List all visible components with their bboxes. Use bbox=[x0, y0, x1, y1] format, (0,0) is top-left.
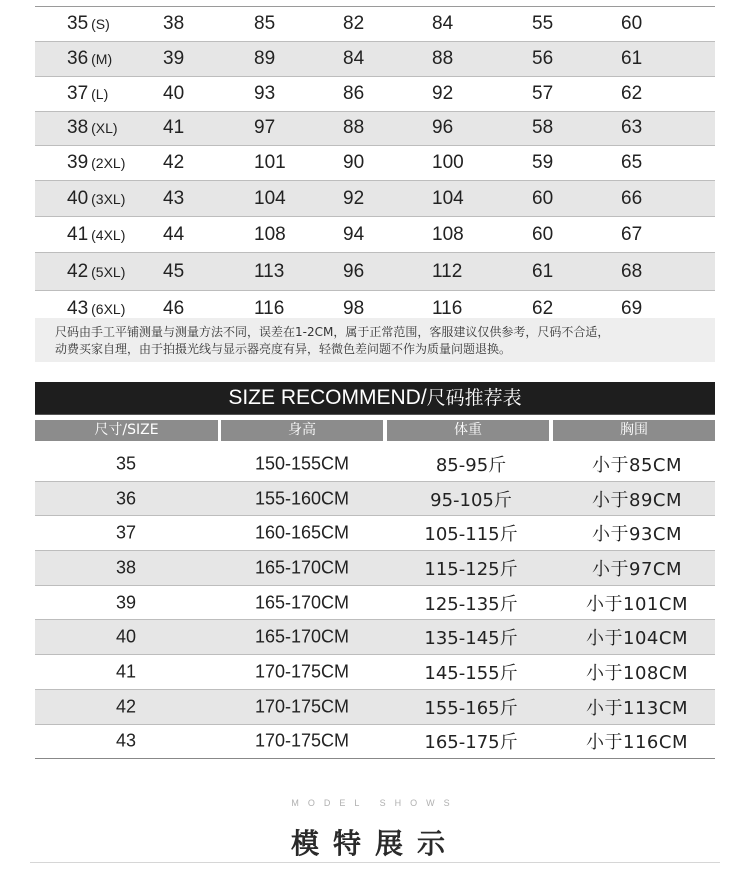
measure-cell: 101 bbox=[254, 152, 286, 173]
measure-cell: 58 bbox=[532, 117, 554, 139]
table-row bbox=[35, 77, 715, 112]
size-cell: 41 bbox=[115, 661, 137, 682]
size-label: (S) bbox=[91, 16, 110, 32]
chest-cell: 小于97CM bbox=[591, 558, 683, 580]
size-label: (L) bbox=[91, 85, 109, 102]
measure-cell: 98 bbox=[343, 297, 365, 319]
measure-cell: 55 bbox=[532, 13, 554, 34]
weight-cell: 165-175斤 bbox=[424, 732, 518, 754]
table-row bbox=[35, 725, 715, 760]
size-label: (5XL) bbox=[91, 263, 126, 280]
size-cell: 35 bbox=[115, 453, 137, 474]
chest-cell: 小于89CM bbox=[591, 489, 683, 511]
measure-cell: 88 bbox=[432, 48, 454, 69]
measure-cell: 94 bbox=[343, 223, 365, 245]
measure-cell: 88 bbox=[343, 117, 365, 139]
measure-cell: 89 bbox=[254, 48, 276, 69]
size-cell: 42 bbox=[115, 696, 137, 717]
measure-cell: 104 bbox=[432, 187, 464, 209]
measure-cell: 113 bbox=[254, 260, 285, 282]
header-weight: 体重 bbox=[387, 420, 549, 441]
note-line: 动费买家自理，由于拍摄光线与显示器亮度有异，轻微色差问题不作为质量问题退换。 bbox=[55, 342, 512, 356]
model-shows-subtitle: MODEL SHOWS bbox=[291, 798, 459, 808]
measure-cell: 112 bbox=[432, 260, 463, 282]
height-cell: 165-170CM bbox=[254, 592, 350, 613]
table-row bbox=[35, 7, 715, 42]
measure-cell: 90 bbox=[343, 152, 365, 173]
measure-cell: 92 bbox=[343, 187, 365, 209]
measure-cell: 116 bbox=[254, 297, 285, 319]
measure-cell: 86 bbox=[343, 82, 365, 104]
title-en: SIZE RECOMMEND/ bbox=[228, 386, 427, 409]
measure-cell: 116 bbox=[432, 297, 463, 319]
table-row bbox=[35, 112, 715, 147]
size-cell: 43 bbox=[115, 730, 137, 751]
weight-cell: 145-155斤 bbox=[424, 662, 518, 684]
weight-cell: 95-105斤 bbox=[430, 489, 512, 511]
measure-cell: 61 bbox=[621, 48, 643, 69]
size-cell: 37 bbox=[115, 522, 137, 543]
size-cell bbox=[67, 152, 125, 174]
height-cell: 160-165CM bbox=[254, 522, 350, 543]
size-cell bbox=[67, 224, 125, 246]
chest-cell: 小于101CM bbox=[586, 593, 688, 615]
measure-cell: 68 bbox=[621, 260, 643, 282]
recommend-table bbox=[35, 447, 715, 759]
measure-cell: 82 bbox=[343, 13, 365, 34]
table-row bbox=[35, 690, 715, 725]
size-recommend-title bbox=[35, 382, 715, 415]
size-cell: 39 bbox=[115, 592, 137, 613]
size-cell bbox=[67, 298, 125, 320]
measure-cell: 93 bbox=[254, 82, 276, 104]
measure-cell: 104 bbox=[254, 187, 286, 209]
measure-cell: 40 bbox=[163, 82, 185, 104]
measure-cell: 97 bbox=[254, 117, 276, 139]
table-row bbox=[35, 217, 715, 253]
size-number: 40 bbox=[67, 187, 89, 209]
measure-cell: 66 bbox=[621, 187, 643, 209]
size-number: 41 bbox=[67, 223, 89, 245]
table-row bbox=[35, 655, 715, 690]
measure-cell: 92 bbox=[432, 82, 454, 104]
measure-cell: 69 bbox=[621, 297, 643, 319]
weight-cell: 115-125斤 bbox=[424, 558, 518, 580]
header-size: 尺寸/SIZE bbox=[35, 420, 218, 441]
table-row bbox=[35, 181, 715, 217]
weight-cell: 85-95斤 bbox=[435, 454, 507, 476]
chest-cell: 小于85CM bbox=[591, 454, 683, 476]
table-row bbox=[35, 447, 715, 482]
measure-cell: 108 bbox=[432, 223, 464, 245]
chest-cell: 小于116CM bbox=[586, 732, 688, 754]
measure-cell: 44 bbox=[163, 223, 185, 245]
size-label: (2XL) bbox=[91, 155, 126, 171]
measure-cell: 61 bbox=[532, 260, 554, 282]
measure-cell: 38 bbox=[163, 13, 185, 34]
measure-cell: 108 bbox=[254, 223, 286, 245]
size-cell bbox=[67, 188, 125, 210]
size-cell bbox=[67, 83, 108, 105]
size-cell bbox=[67, 13, 110, 35]
chest-cell: 小于93CM bbox=[591, 524, 683, 546]
size-label: (6XL) bbox=[91, 300, 126, 317]
measure-cell: 43 bbox=[163, 187, 185, 209]
measurement-table bbox=[35, 0, 715, 327]
weight-cell: 135-145斤 bbox=[424, 628, 518, 650]
height-cell: 170-175CM bbox=[254, 696, 350, 717]
size-cell bbox=[67, 261, 125, 283]
table-row bbox=[35, 253, 715, 291]
table-row bbox=[35, 586, 715, 621]
measure-cell: 41 bbox=[163, 117, 185, 139]
table-row bbox=[35, 42, 715, 77]
measure-cell: 57 bbox=[532, 82, 554, 104]
size-number: 42 bbox=[67, 260, 89, 282]
header-height: 身高 bbox=[221, 420, 383, 441]
table-row bbox=[35, 482, 715, 517]
size-cell: 38 bbox=[115, 557, 137, 578]
table-row bbox=[35, 551, 715, 586]
weight-cell: 125-135斤 bbox=[424, 593, 518, 615]
note-line: 尺码由手工平铺测量与测量方法不同，误差在1-2CM，属于正常范围，客服建议仅供参考，尺码不合适， bbox=[55, 325, 610, 339]
measure-cell: 65 bbox=[621, 152, 643, 173]
weight-cell: 105-115斤 bbox=[424, 524, 518, 546]
size-number: 35 bbox=[67, 13, 89, 34]
measure-cell: 45 bbox=[163, 260, 185, 282]
size-label: (XL) bbox=[91, 120, 118, 137]
height-cell: 165-170CM bbox=[254, 557, 350, 578]
measure-cell: 62 bbox=[621, 82, 643, 104]
size-label: (3XL) bbox=[91, 190, 126, 207]
size-number: 38 bbox=[67, 117, 89, 139]
size-number: 43 bbox=[67, 297, 89, 319]
measure-cell: 42 bbox=[163, 152, 185, 173]
header-chest: 胸围 bbox=[553, 420, 715, 441]
chest-cell: 小于113CM bbox=[586, 697, 688, 719]
chest-cell: 小于108CM bbox=[586, 662, 688, 684]
measure-cell: 85 bbox=[254, 13, 276, 34]
height-cell: 170-175CM bbox=[254, 661, 350, 682]
table-row bbox=[35, 516, 715, 551]
measure-cell: 67 bbox=[621, 223, 643, 245]
measure-cell: 63 bbox=[621, 117, 643, 139]
size-disclaimer-note bbox=[35, 318, 715, 362]
measure-cell: 60 bbox=[621, 13, 643, 34]
title-cn: 尺码推荐表 bbox=[426, 387, 522, 409]
measure-cell: 96 bbox=[343, 260, 365, 282]
size-cell bbox=[67, 48, 112, 70]
measure-cell: 100 bbox=[432, 152, 464, 173]
height-cell: 170-175CM bbox=[254, 730, 350, 751]
size-cell bbox=[67, 117, 118, 139]
measure-cell: 60 bbox=[532, 187, 554, 209]
size-label: (M) bbox=[91, 51, 113, 67]
height-cell: 165-170CM bbox=[254, 626, 350, 647]
model-shows-title: 模特展示 bbox=[290, 827, 459, 860]
size-label: (4XL) bbox=[91, 226, 126, 243]
measure-cell: 59 bbox=[532, 152, 554, 173]
height-cell: 150-155CM bbox=[254, 453, 350, 474]
table-row bbox=[35, 620, 715, 655]
size-number: 36 bbox=[67, 48, 89, 69]
size-number: 39 bbox=[67, 152, 89, 173]
measure-cell: 84 bbox=[343, 48, 365, 69]
measure-cell: 60 bbox=[532, 223, 554, 245]
weight-cell: 155-165斤 bbox=[424, 697, 518, 719]
divider bbox=[30, 862, 720, 863]
measure-cell: 46 bbox=[163, 297, 185, 319]
measure-cell: 96 bbox=[432, 117, 454, 139]
table-top-border bbox=[35, 0, 715, 7]
measure-cell: 39 bbox=[163, 48, 185, 69]
measure-cell: 62 bbox=[532, 297, 554, 319]
size-cell: 40 bbox=[115, 626, 137, 647]
chest-cell: 小于104CM bbox=[586, 628, 688, 650]
size-cell: 36 bbox=[115, 488, 137, 509]
measure-cell: 84 bbox=[432, 13, 454, 34]
height-cell: 155-160CM bbox=[254, 488, 350, 509]
table-row bbox=[35, 146, 715, 181]
size-number: 37 bbox=[67, 82, 89, 104]
measure-cell: 56 bbox=[532, 48, 554, 69]
